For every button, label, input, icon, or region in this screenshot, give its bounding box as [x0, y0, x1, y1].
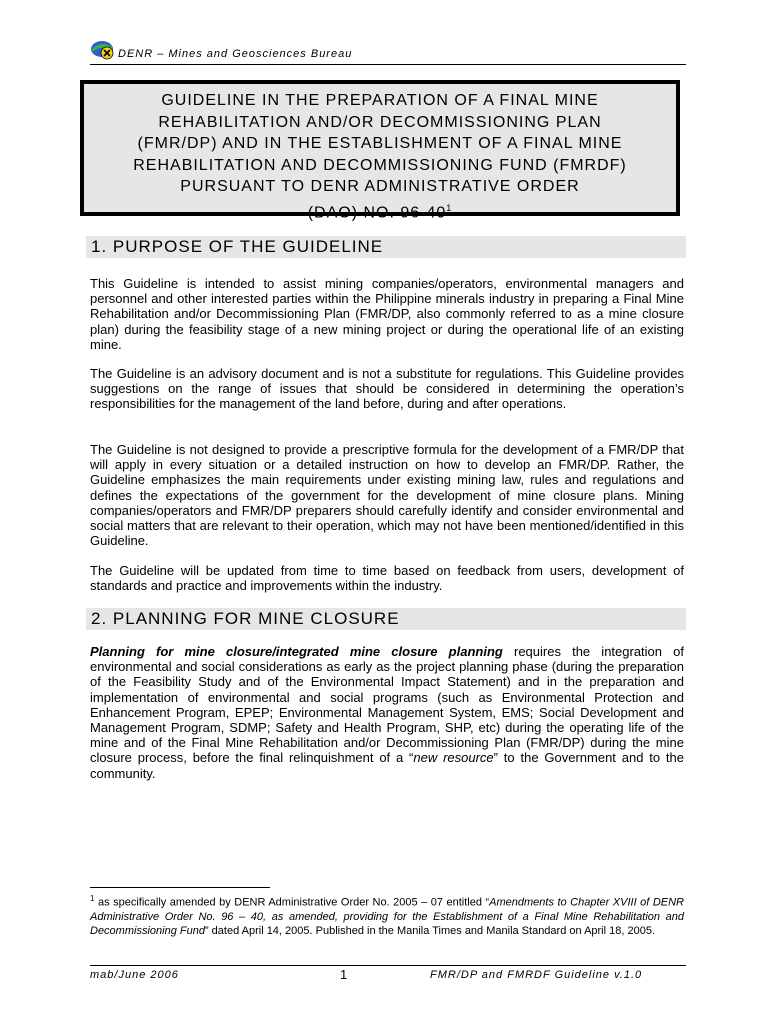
section-heading-planning	[86, 608, 686, 630]
paragraph: The Guideline is an advisory document and is not a substitute for regulations. This Guideline provides suggestions on the range of issues that should be considered in determining the operation’s responsibilities for the management of the land before, during and after operations.	[90, 366, 684, 412]
footnote-title: Amendments to Chapter XVIII of DENR Administrative Order No. 96 – 40, as amended, providing for the Establishment of a Final Mine Rehabilitation and Decommissioning Fund	[90, 896, 684, 937]
paragraph-body: requires the integration of environmental and social considerations as early as the project planning phase (during the preparation of the Feasibility Study and of the Environmental Impact Statement) and in the preparation and implementation of environmental and social programs (such as Environmental Protection and Enhancement Program, EPEP; Environmental Management System, EMS; Social Development and Management Program, SDMP; Safety and Health Program, SHP, etc) during the operating life of the mine and of the Final Mine Rehabilitation and/or Decommissioning Plan (FMR/DP) during the mine closure process, before the final relinquishment of a “	[90, 644, 684, 766]
paragraph: The Guideline will be updated from time to time based on feedback from users, development of standards and practice and improvements within the industry.	[90, 563, 684, 594]
footnote-text: as specifically amended by DENR Administrative Order No. 2005 – 07 entitled “	[94, 896, 490, 909]
lead-phrase: Planning for mine closure/integrated mine closure planning	[90, 644, 503, 659]
footnote-text: ” dated April 14, 2005. Published in the Manila Times and Manila Standard on April 18, 2005.	[204, 924, 656, 937]
footnote-mark: 1	[90, 894, 95, 903]
title-line-last	[84, 198, 676, 224]
emphasis: new resource	[413, 750, 494, 766]
paragraph: This Guideline is intended to assist mining companies/operators, environmental managers and personnel and other interested parties within the Philippine minerals industry in preparing a Final Mine Rehabilitation and/or Decommissioning Plan (FMR/DP, also commonly referred to as a mine closure plan) during the feasibility stage of a new mining project or during the operational life of an existing mine.	[90, 276, 684, 352]
paragraph: The Guideline is not designed to provide a prescriptive formula for the development of a FMR/DP that will apply in every situation or a detailed instruction on how to develop an FMR/DP. Rather, the Guideline emphasizes the main requirements under existing mining law, rules and regulations and defines the expectations of the government for the development of mine closure plans. Mining companies/operators and FMR/DP preparers should carefully identify and consider environmental and social matters that are relevant to their operation, which may not have been mentioned/identified in this Guideline.	[90, 442, 684, 549]
page-number: 1	[340, 967, 348, 982]
footnote	[90, 892, 684, 938]
mgb-logo-icon	[90, 38, 116, 62]
header-text: DENR – Mines and Geosciences Bureau	[118, 48, 353, 60]
title-line: (FMR/DP) AND IN THE ESTABLISHMENT OF A FINAL MINE	[137, 135, 623, 153]
title-line: GUIDELINE IN THE PREPARATION OF A FINAL MINE	[161, 92, 599, 109]
footer-document-version: FMR/DP and FMRDF Guideline v.1.0	[430, 969, 643, 981]
title-line: REHABILITATION AND/OR DECOMMISSIONING PLAN	[158, 113, 602, 131]
document-title	[80, 80, 680, 222]
paragraph-planning	[90, 644, 684, 781]
page-header	[90, 38, 686, 65]
title-line: PURSUANT TO DENR ADMINISTRATIVE ORDER	[180, 178, 580, 196]
footnote-divider	[90, 887, 270, 888]
footer-divider	[90, 965, 686, 966]
title-line-text: (DAO) NO. 96-40	[307, 204, 447, 222]
section-heading-text: 1. PURPOSE OF THE GUIDELINE	[91, 237, 384, 256]
section-heading-text: 2. PLANNING FOR MINE CLOSURE	[91, 609, 400, 628]
footnote-reference[interactable]: 1	[446, 202, 453, 213]
footer-author-date: mab/June 2006	[90, 969, 179, 981]
paragraph-tail: ” to the Government and to the community.	[90, 750, 684, 781]
section-heading-purpose	[86, 236, 686, 258]
title-line: REHABILITATION AND DECOMMISSIONING FUND (FMRDF)	[133, 156, 627, 174]
